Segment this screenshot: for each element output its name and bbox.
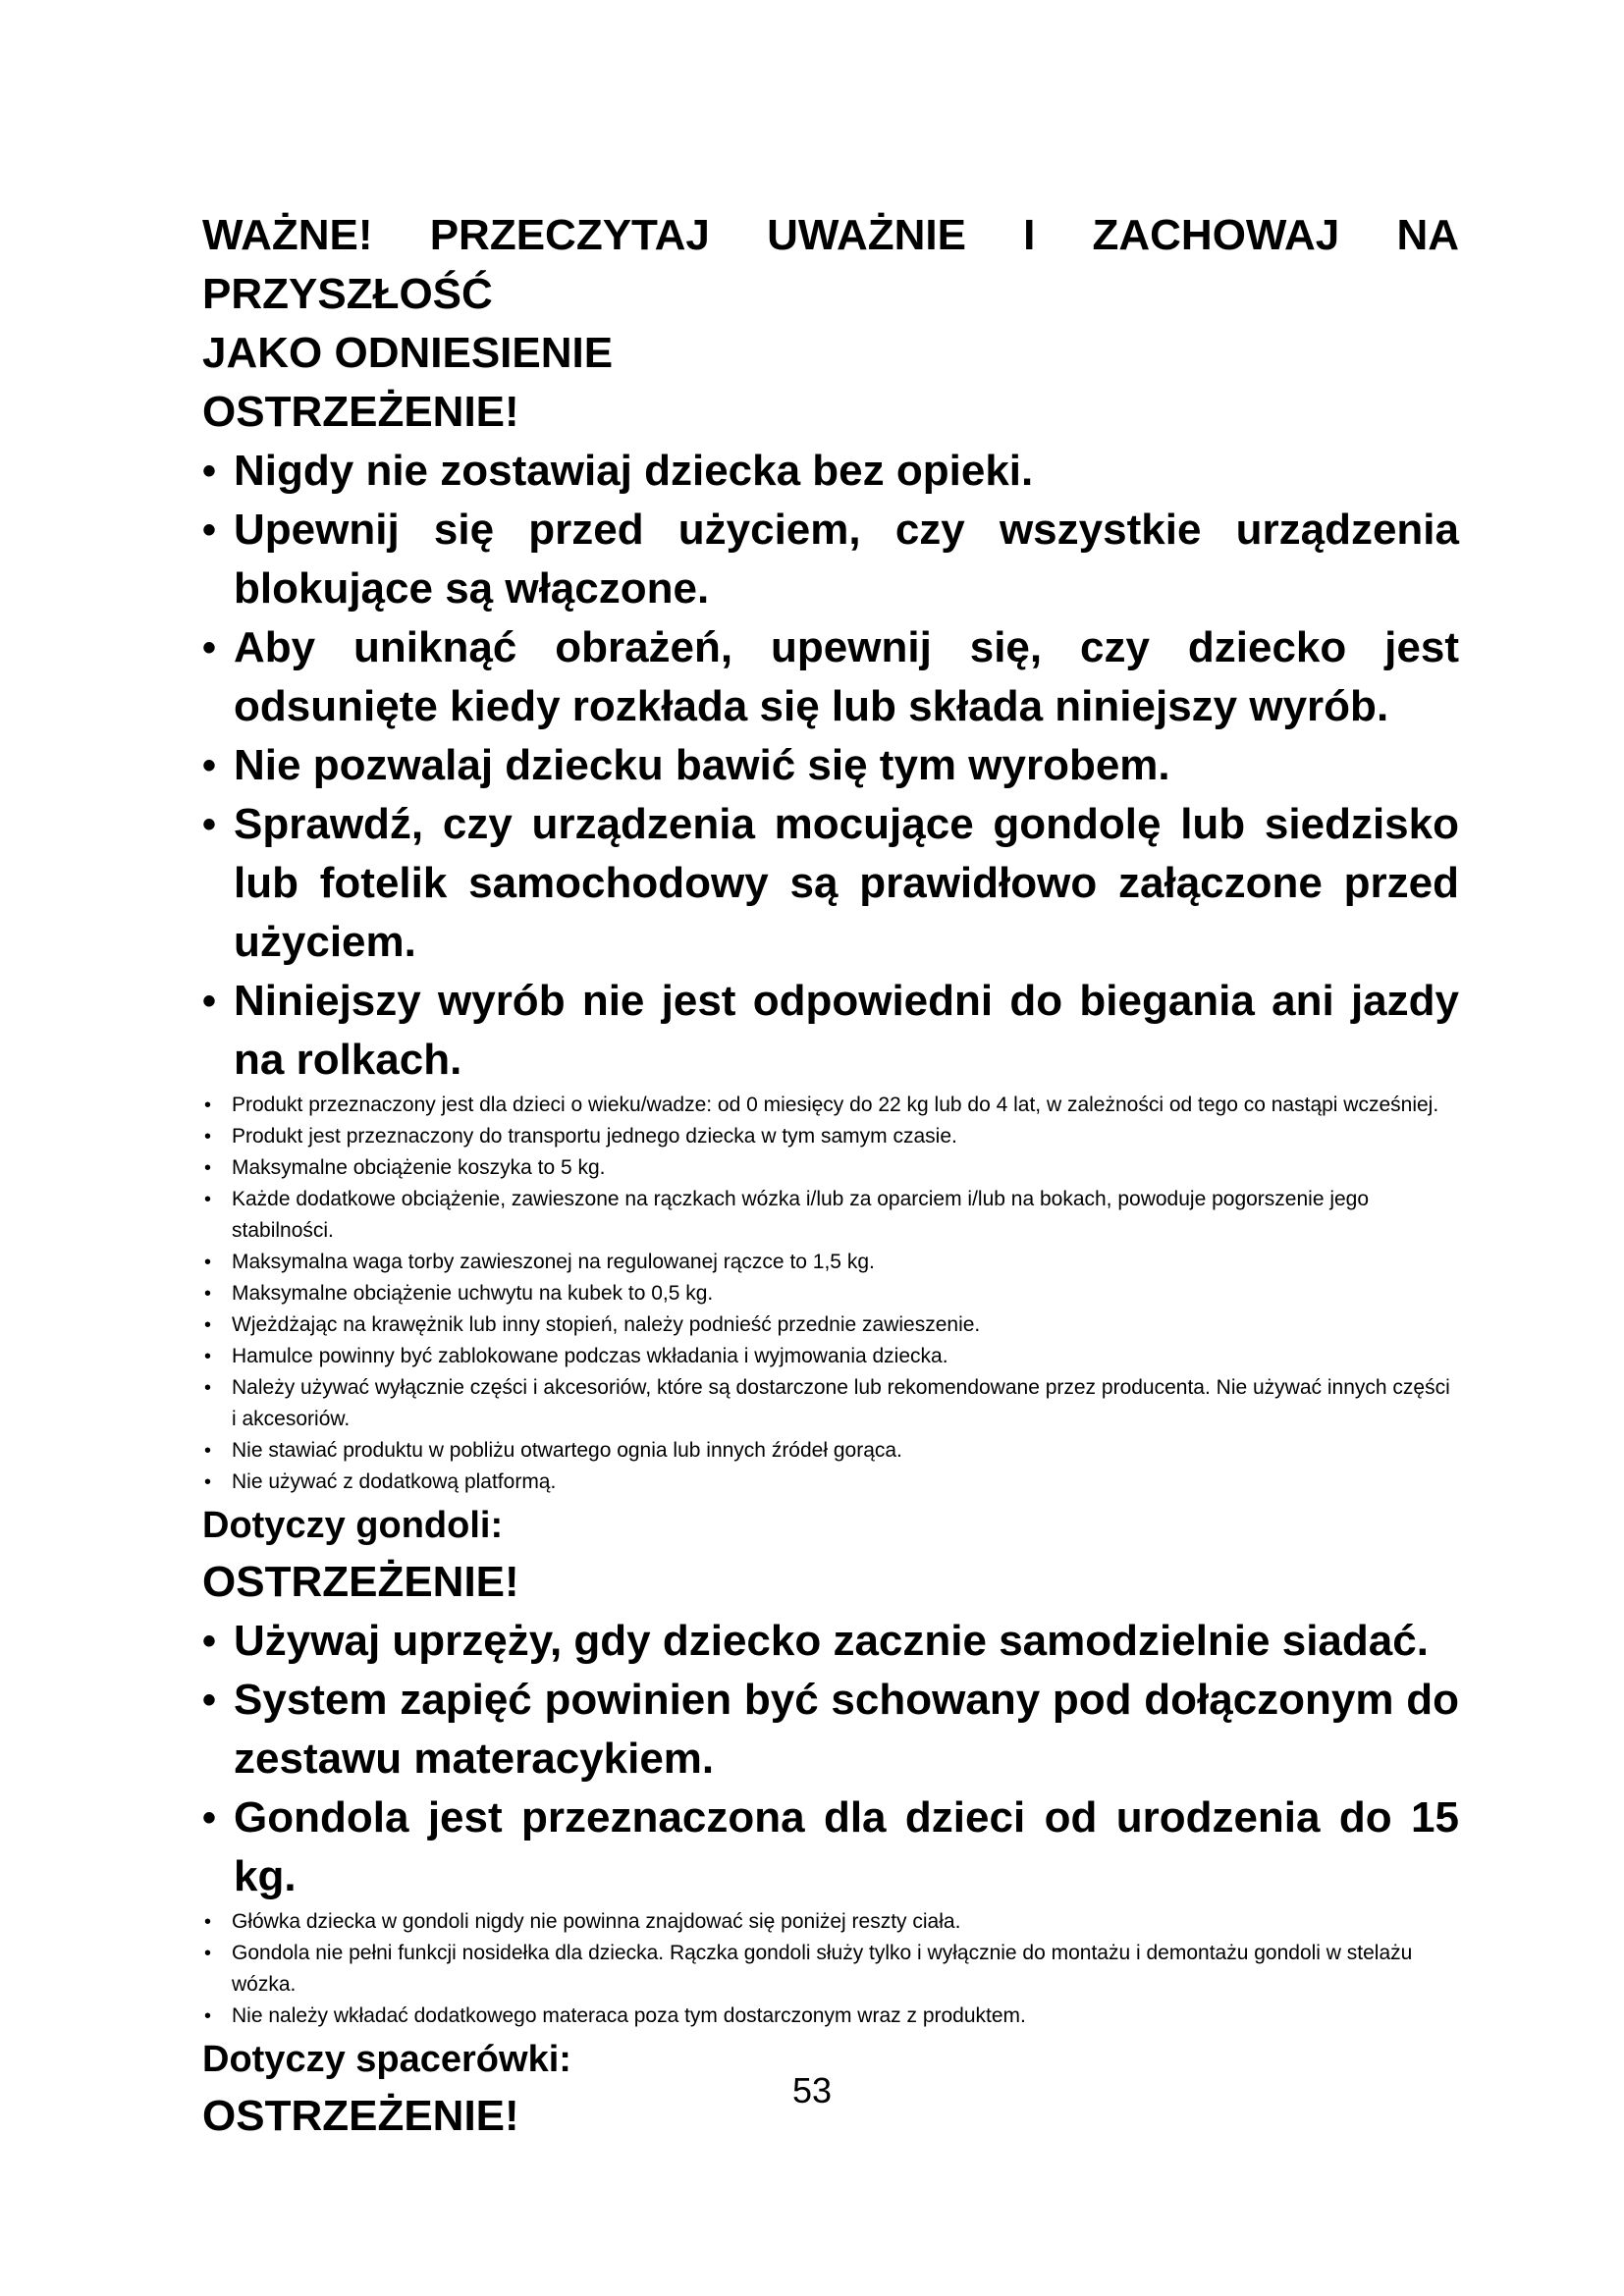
bullet-icon: • [204, 1943, 212, 1964]
list-item-text: Maksymalna waga torby zawieszonej na regulowanej rączce to 1,5 kg. [232, 1251, 875, 1273]
bullet-icon: • [204, 1252, 212, 1273]
list-item [202, 1090, 1459, 1121]
list-item [202, 2001, 1459, 2032]
list-item [202, 1278, 1459, 1309]
title-line-2: JAKO ODNIESIENIE [202, 329, 614, 377]
list-item-text: Produkt jest przeznaczony do transportu jednego dziecka w tym samym czasie. [232, 1125, 957, 1148]
bullet-icon: • [202, 1679, 217, 1722]
list-item-text: System zapięć powinien być schowany pod dołączonym do zestawu materacykiem. [234, 1676, 1459, 1783]
list-item-text: Nie używać z dodatkową platformą. [232, 1470, 557, 1493]
bullet-icon: • [202, 744, 217, 787]
general-notes-list [202, 1090, 1459, 1498]
list-item [202, 1612, 1459, 1671]
list-item-text: Maksymalne obciążenie koszyka to 5 kg. [232, 1156, 606, 1179]
list-item-text: Maksymalne obciążenie uchwytu na kubek to 0,5 kg. [232, 1282, 714, 1305]
list-item-text: Należy używać wyłącznie części i akcesoriów, które są dostarczone lub rekomendowane przez producenta. Nie używać innych części i akcesoriów. [232, 1376, 1450, 1430]
list-item [202, 442, 1459, 501]
list-item-text: Nie należy wkładać dodatkowego materaca poza tym dostarczonym wraz z produktem. [232, 2004, 1026, 2027]
list-item-text: Hamulce powinny być zablokowane podczas wkładania i wyjmowania dziecka. [232, 1345, 948, 1367]
list-item-text: Nigdy nie zostawiaj dziecka bez opieki. [234, 447, 1034, 495]
bullet-icon: • [204, 1189, 212, 1210]
list-item-text: Aby uniknąć obrażeń, upewnij się, czy dziecko jest odsunięte kiedy rozkłada się lub składa niniejszy wyrób. [234, 623, 1459, 730]
bullet-icon: • [202, 803, 217, 846]
list-item-text: Gondola jest przeznaczona dla dzieci od urodzenia do 15 kg. [234, 1793, 1459, 1900]
list-item [202, 1372, 1459, 1435]
list-item-text: Nie stawiać produktu w pobliżu otwartego ognia lub innych źródeł gorąca. [232, 1439, 902, 1462]
list-item-text: Wjeżdżając na krawężnik lub inny stopień, należy podnieść przednie zawieszenie. [232, 1313, 981, 1336]
bullet-icon: • [204, 1346, 212, 1367]
bullet-icon: • [204, 2005, 212, 2027]
gondola-warning-heading: OSTRZEŻENIE! [202, 1558, 519, 1606]
bullet-icon: • [202, 450, 217, 493]
bullet-icon: • [204, 1095, 212, 1116]
list-item-text: Używaj uprzęży, gdy dziecko zacznie samodzielnie siadać. [234, 1617, 1429, 1665]
gondola-notes-list [202, 1906, 1459, 2032]
list-item-text: Niniejszy wyrób nie jest odpowiedni do biegania ani jazdy na rolkach. [234, 977, 1459, 1084]
bullet-icon: • [204, 1126, 212, 1148]
bullet-icon: • [204, 1283, 212, 1305]
list-item [202, 795, 1459, 972]
gondola-heading: Dotyczy gondoli: [202, 1505, 504, 1546]
list-item-text: Nie pozwalaj dziecku bawić się tym wyrobem. [234, 741, 1170, 789]
list-item [202, 1435, 1459, 1467]
bullet-icon: • [202, 1796, 217, 1840]
bullet-icon: • [204, 1911, 212, 1933]
bullet-icon: • [204, 1377, 212, 1399]
bullet-icon: • [202, 508, 217, 552]
page-number: 53 [791, 2070, 833, 2110]
gondola-warnings-list [202, 1612, 1459, 1906]
list-item [202, 1938, 1459, 2001]
warning-heading: OSTRZEŻENIE! [202, 388, 519, 436]
list-item [202, 1184, 1459, 1247]
list-item [202, 501, 1459, 618]
list-item [202, 1789, 1459, 1906]
list-item-text: Produkt przeznaczony jest dla dzieci o wieku/wadze: od 0 miesięcy do 22 kg lub do 4 lat, w zależności od tego co nastąpi wcześniej. [232, 1094, 1439, 1116]
bullet-icon: • [204, 1314, 212, 1336]
list-item [202, 1671, 1459, 1789]
list-item [202, 736, 1459, 795]
stroller-warning-heading: OSTRZEŻENIE! [202, 2092, 519, 2140]
list-item [202, 1247, 1459, 1278]
list-item [202, 1152, 1459, 1184]
list-item-text: Sprawdź, czy urządzenia mocujące gondolę lub siedzisko lub fotelik samochodowy są prawidłowo załączone przed użyciem. [234, 800, 1459, 966]
stroller-heading: Dotyczy spacerówki: [202, 2039, 571, 2080]
list-item-text: Główka dziecka w gondoli nigdy nie powinna znajdować się poniżej reszty ciała. [232, 1910, 961, 1933]
main-warnings-list [202, 442, 1459, 1090]
list-item-text: Upewnij się przed użyciem, czy wszystkie urządzenia blokujące są włączone. [234, 506, 1459, 613]
list-item [202, 1467, 1459, 1498]
bullet-icon: • [202, 626, 217, 669]
page-content [202, 206, 1459, 2146]
list-item-text: Gondola nie pełni funkcji nosidełka dla dziecka. Rączka gondoli służy tylko i wyłącznie do montażu i demontażu gondoli w stelażu wózka. [232, 1942, 1413, 1996]
list-item [202, 1906, 1459, 1938]
bullet-icon: • [202, 980, 217, 1023]
list-item [202, 1121, 1459, 1152]
bullet-icon: • [202, 1620, 217, 1663]
bullet-icon: • [204, 1157, 212, 1179]
list-item-text: Każde dodatkowe obciążenie, zawieszone na rączkach wózka i/lub za oparciem i/lub na bokach, powoduje pogorszenie jego stabilności. [232, 1188, 1370, 1242]
list-item [202, 972, 1459, 1090]
bullet-icon: • [204, 1440, 212, 1462]
list-item [202, 618, 1459, 736]
title-line-1: WAŻNE! PRZECZYTAJ UWAŻNIE I ZACHOWAJ NA PRZYSZŁOŚĆ [202, 211, 1459, 318]
list-item [202, 1341, 1459, 1372]
list-item [202, 1309, 1459, 1341]
bullet-icon: • [204, 1471, 212, 1493]
